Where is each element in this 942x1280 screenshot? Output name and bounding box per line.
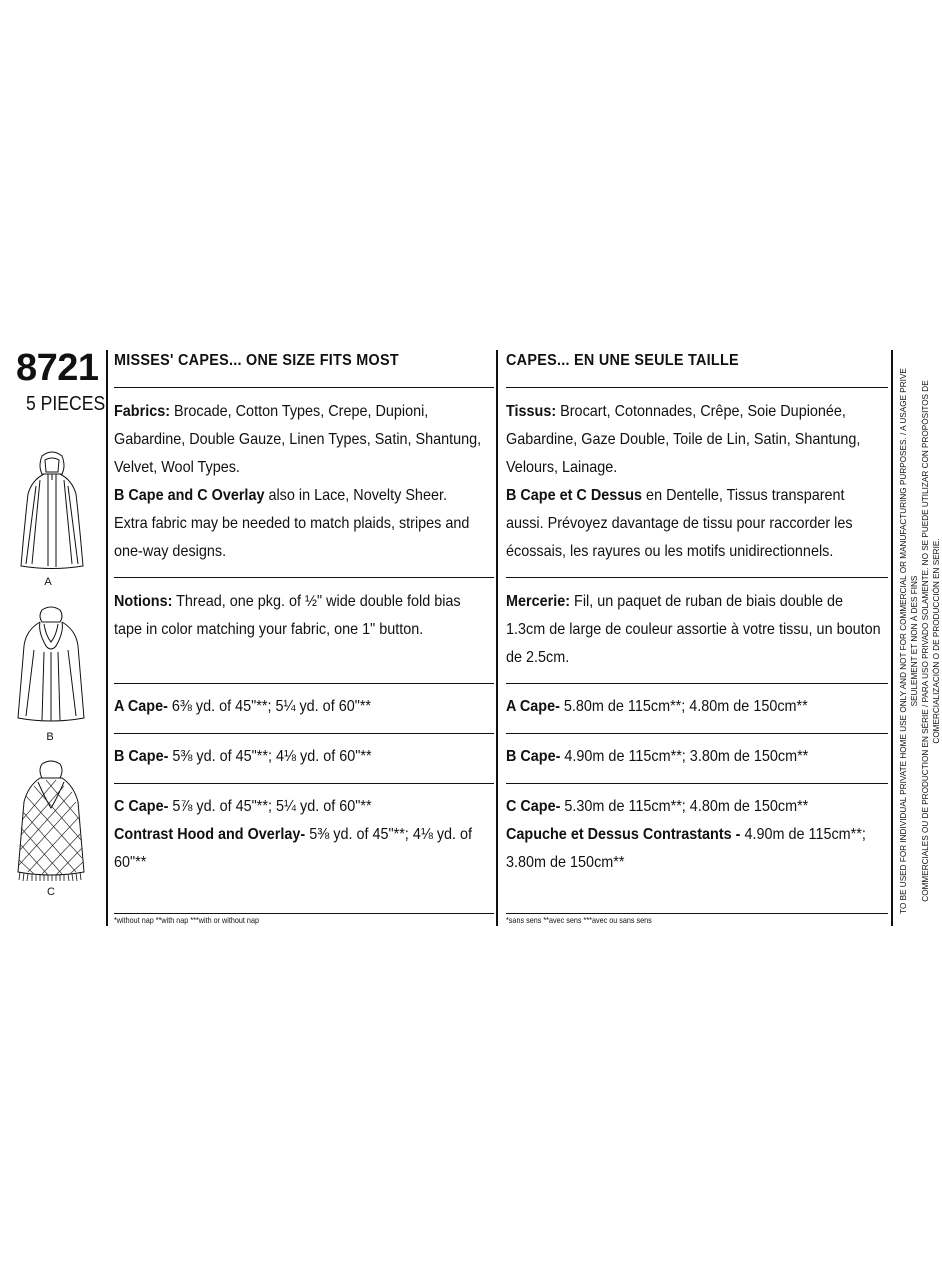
french-cape-a-rule (506, 733, 888, 734)
fr-cape-c-label: C Cape- (506, 798, 561, 815)
english-cape-a-rule (114, 733, 494, 734)
contrast-yardage: 5⅜ yd. of 45"**; 4⅛ yd. of 60"** (114, 826, 473, 871)
cape-a-yardage: 6⅜ yd. of 45"**; 5¼ yd. of 60"** (167, 698, 372, 715)
english-cape-c (114, 793, 483, 877)
english-cape-b (114, 743, 483, 771)
cape-c-sketch (16, 760, 86, 882)
fr-contrast-metrage: 4.90m de 115cm**; 3.80m de 150cm** (506, 826, 866, 871)
french-cape-c (506, 793, 882, 877)
french-footnote: *sans sens **avec sens ***avec ou sans sens (506, 915, 652, 925)
legal-line-1: TO BE USED FOR INDIVIDUAL PRIVATE HOME USE ONLY AND NOT FOR COMMERCIAL OR MANUFACTURING PURPOSES. / A USAGE PRIVE SEULEMENT ET NON À DES FINS (899, 368, 919, 914)
center-divider (496, 350, 498, 926)
french-fabrics (506, 398, 882, 566)
notions-label: Notions: (114, 593, 173, 610)
dessus-label: B Cape et C Dessus (506, 487, 643, 504)
right-divider (891, 350, 893, 926)
mercerie-label: Mercerie: (506, 593, 571, 610)
cape-c-yardage: 5⅞ yd. of 45"**; 5¼ yd. of 60"** (168, 798, 372, 815)
contrast-label: Contrast Hood and Overlay- (114, 826, 306, 843)
pattern-number: 8721 (16, 347, 99, 389)
legal-line-2: COMMERCIALES OU DE PRODUCTION EN SÉRIE / PARA USO PRIVADO SOLAMENTE. NO SE PUEDE UTILIZAR CON PROPÓSITOS DE COMERCIALIZACIÓN O DE PRODUCCIÓN EN SERIE. (921, 380, 941, 902)
english-title: MISSES' CAPES... ONE SIZE FITS MOST (114, 352, 399, 369)
left-divider (106, 350, 108, 926)
view-c-label: C (47, 886, 55, 898)
fabrics-label: Fabrics: (114, 403, 171, 420)
english-footnote: *without nap **with nap ***with or without nap (114, 915, 259, 925)
dessus-text: en Dentelle, Tissus transparent aussi. Prévoyez davantage de tissu pour raccorder les écossais, les rayures ou les motifs unidirectionnels. (506, 487, 853, 560)
pattern-pieces-count: 5 PIECES (26, 393, 106, 415)
cape-b-sketch (16, 606, 86, 726)
french-cape-b (506, 743, 882, 771)
fr-cape-b-label: B Cape- (506, 748, 561, 765)
english-notions (114, 588, 483, 644)
french-notions-rule (506, 683, 888, 684)
english-title-rule (114, 387, 494, 388)
tissus-text: Brocart, Cotonnades, Crêpe, Soie Dupionée, Gabardine, Gaze Double, Toile de Lin, Satin, Shantung, Velours, Lainage. (506, 403, 861, 476)
english-fabrics-rule (114, 577, 494, 578)
fr-cape-a-metrage: 5.80m de 115cm**; 4.80m de 150cm** (559, 698, 808, 715)
cape-a-sketch (18, 450, 86, 572)
fabrics-text: Brocade, Cotton Types, Crepe, Dupioni, Gabardine, Double Gauze, Linen Types, Satin, Shantung, Velvet, Wool Types. (114, 403, 482, 476)
french-cape-b-rule (506, 783, 888, 784)
cape-b-yardage: 5⅜ yd. of 45"**; 4⅛ yd. of 60"** (168, 748, 372, 765)
english-cape-b-rule (114, 783, 494, 784)
english-bottom-rule (114, 913, 494, 914)
legal-notice (898, 345, 941, 937)
view-b-label: B (46, 731, 54, 743)
overlay-label: B Cape and C Overlay (114, 487, 265, 504)
mercerie-text: Fil, un paquet de ruban de biais double de 1.3cm de large de couleur assortie à votre tissu, un bouton de 2.5cm. (506, 593, 881, 666)
fr-contrast-label: Capuche et Dessus Contrastants - (506, 826, 741, 843)
fr-cape-c-metrage: 5.30m de 115cm**; 4.80m de 150cm** (560, 798, 809, 815)
french-title: CAPES... EN UNE SEULE TAILLE (506, 352, 739, 369)
english-notions-rule (114, 683, 494, 684)
overlay-text: also in Lace, Novelty Sheer. Extra fabric may be needed to match plaids, stripes and one-way designs. (114, 487, 470, 560)
fr-cape-a-label: A Cape- (506, 698, 560, 715)
cape-c-label: C Cape- (114, 798, 169, 815)
notions-text: Thread, one pkg. of ½" wide double fold bias tape in color matching your fabric, one 1" button. (114, 593, 461, 638)
french-title-rule (506, 387, 888, 388)
cape-b-label: B Cape- (114, 748, 169, 765)
french-fabrics-rule (506, 577, 888, 578)
english-fabrics (114, 398, 483, 566)
english-cape-a (114, 693, 483, 721)
cape-a-label: A Cape- (114, 698, 168, 715)
fr-cape-b-metrage: 4.90m de 115cm**; 3.80m de 150cm** (560, 748, 809, 765)
view-a-label: A (44, 576, 52, 588)
french-bottom-rule (506, 913, 888, 914)
french-notions (506, 588, 882, 672)
tissus-label: Tissus: (506, 403, 557, 420)
french-cape-a (506, 693, 882, 721)
